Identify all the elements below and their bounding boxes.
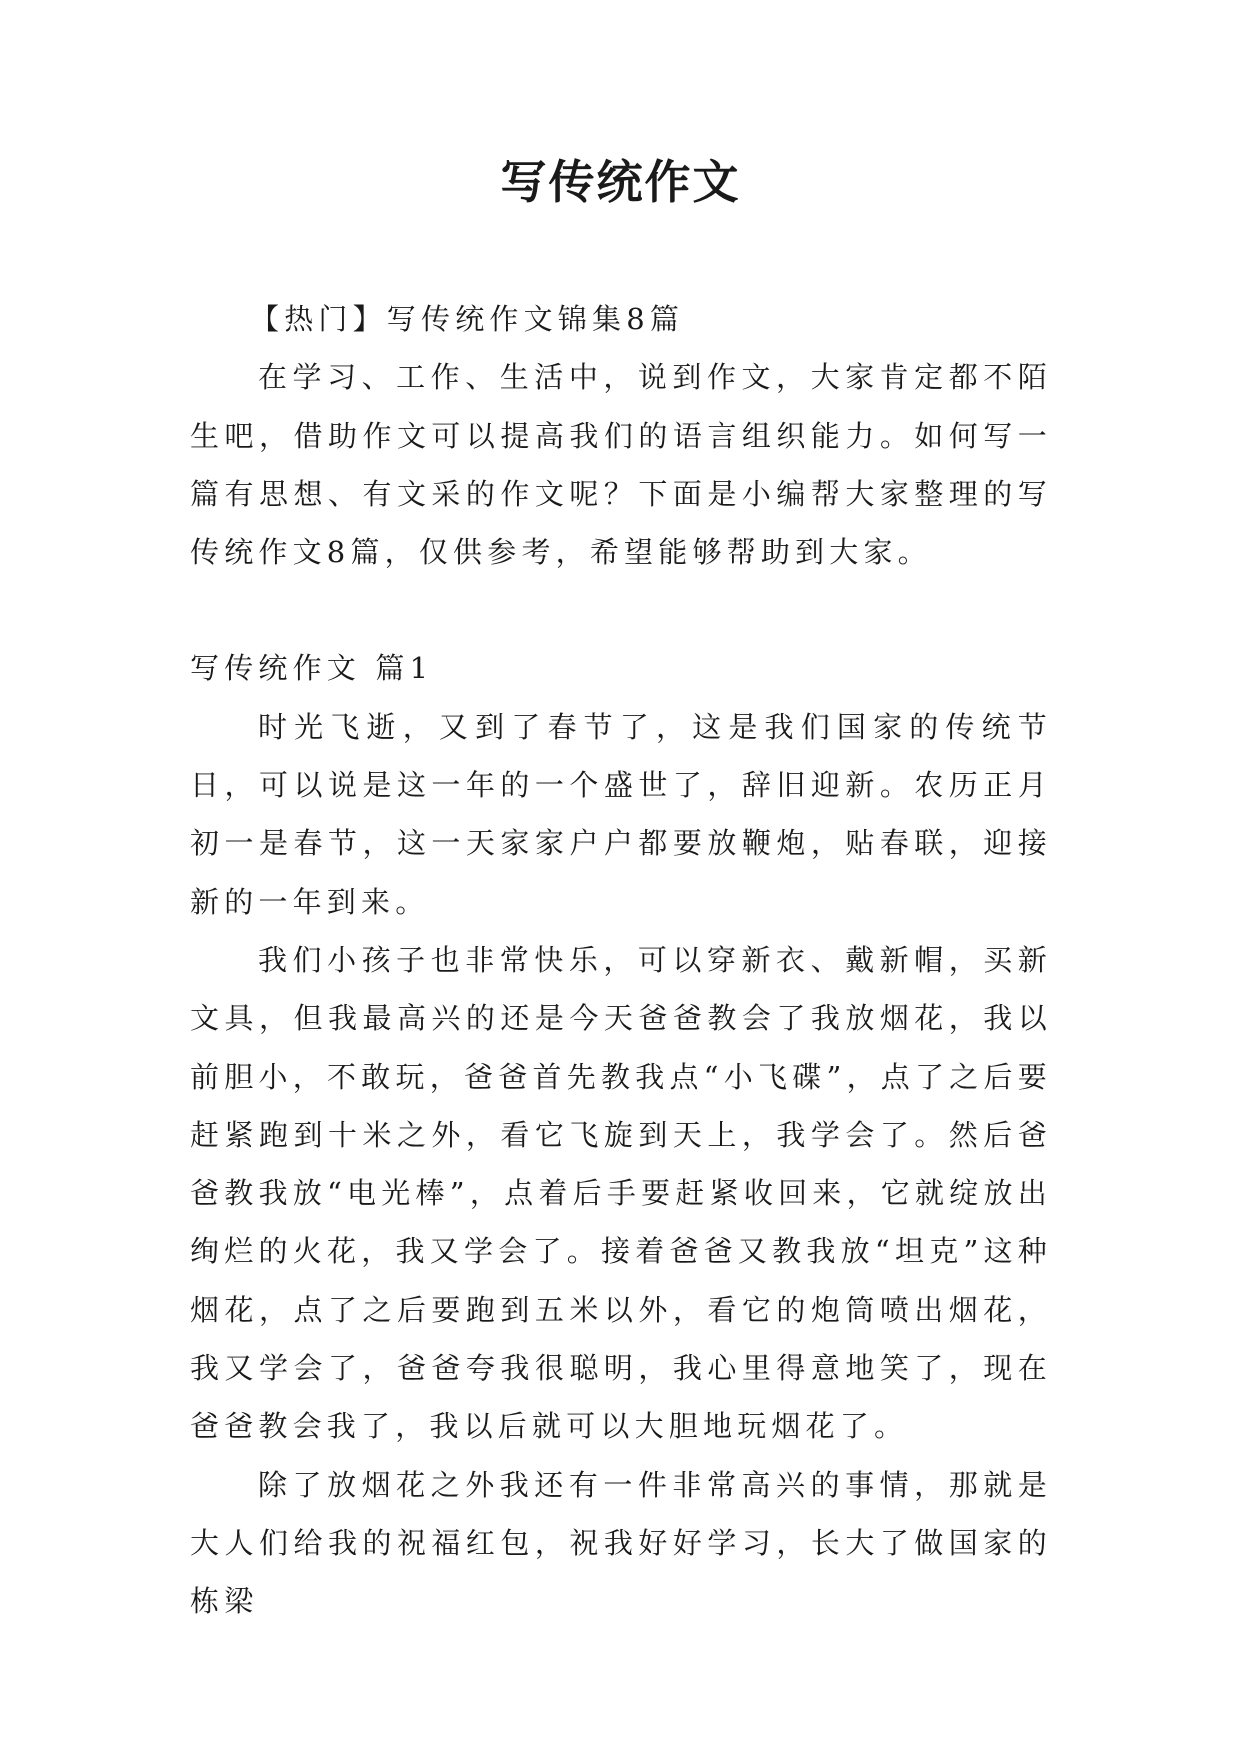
paragraph-gap <box>190 581 1052 639</box>
section-heading: 写传统作文 篇1 <box>190 651 434 686</box>
document-body <box>190 290 1052 1631</box>
intro-line: 【热门】写传统作文锦集8篇 <box>250 302 685 336</box>
document-title: 写传统作文 <box>500 155 741 209</box>
body-paragraph-2: 我们小孩子也非常快乐，可以穿新衣、戴新帽，买新文具，但我最高兴的还是今天爸爸教会了我放烟花，我以前胆小，不敢玩，爸爸首先教我点“小飞碟”，点了之后要赶紧跑到十米之外，看它飞旋到天上，我学会了。然后爸爸教我放“电光棒”，点着后手要赶紧收回来，它就绽放出绚烂的火花，我又学会了。接着爸爸又教我放“坦克”这种烟花，点了之后要跑到五米以外，看它的炮筒喷出烟花，我又学会了，爸爸夸我很聪明，我心里得意地笑了，现在爸爸教会我了，我以后就可以大胆地玩烟花了。 <box>190 942 1052 1444</box>
intro-paragraph: 在学习、工作、生活中，说到作文，大家肯定都不陌生吧，借助作文可以提高我们的语言组织能力。如何写一篇有思想、有文采的作文呢？下面是小编帮大家整理的写传统作文8篇，仅供参考，希望能够帮助到大家。 <box>190 360 1052 570</box>
body-paragraph-3: 除了放烟花之外我还有一件非常高兴的事情，那就是大人们给我的祝福红包，祝我好好学习，长大了做国家的栋梁 <box>190 1467 1052 1619</box>
body-paragraph-1: 时光飞逝，又到了春节了，这是我们国家的传统节日，可以说是这一年的一个盛世了，辞旧迎新。农历正月初一是春节，这一天家家户户都要放鞭炮，贴春联，迎接新的一年到来。 <box>190 709 1052 919</box>
